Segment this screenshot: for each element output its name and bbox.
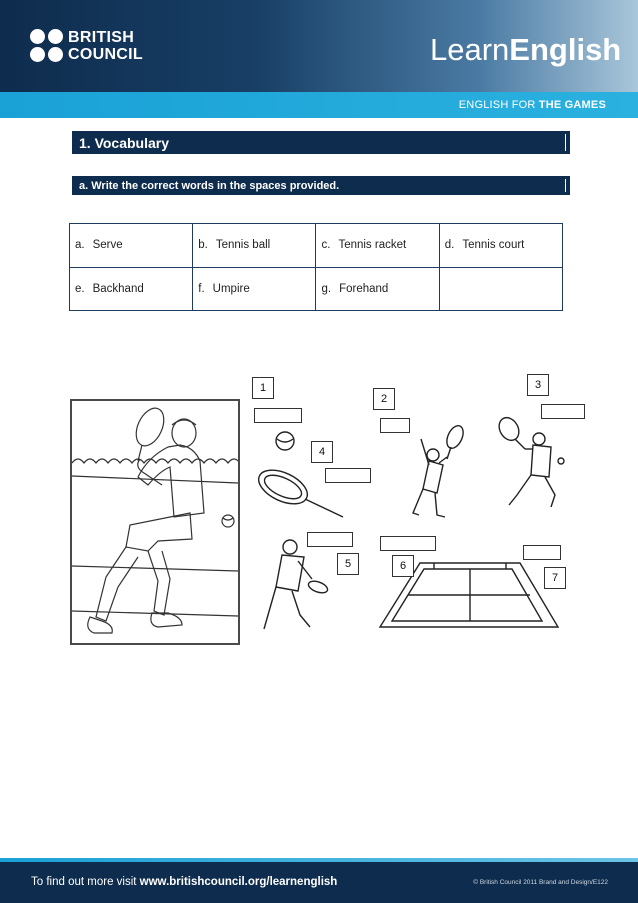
word-cell-empty bbox=[439, 267, 562, 311]
word-cell bbox=[193, 224, 316, 268]
word-letter: b. bbox=[198, 239, 208, 252]
logo-dots-icon bbox=[30, 29, 64, 63]
word-table bbox=[69, 223, 563, 311]
word-text: Umpire bbox=[212, 282, 250, 295]
logo-line-1: BRITISH bbox=[68, 29, 135, 46]
answer-box[interactable] bbox=[541, 404, 585, 419]
section-title bbox=[72, 131, 570, 154]
label-number: 1 bbox=[252, 377, 274, 399]
british-council-logo[interactable] bbox=[30, 29, 160, 65]
word-text: Forehand bbox=[339, 282, 389, 295]
label-number: 4 bbox=[311, 441, 333, 463]
band-prefix: ENGLISH FOR bbox=[458, 99, 539, 111]
word-letter: c. bbox=[321, 239, 331, 252]
instruction-bar bbox=[72, 176, 570, 195]
answer-box[interactable] bbox=[254, 408, 302, 423]
forehand-player-drawing bbox=[495, 415, 575, 515]
backhand-player-drawing bbox=[72, 401, 238, 643]
answer-box[interactable] bbox=[523, 545, 561, 560]
word-letter: e. bbox=[75, 282, 85, 295]
footer-text bbox=[31, 876, 337, 888]
word-text: Serve bbox=[92, 239, 123, 252]
word-letter: g. bbox=[321, 282, 332, 295]
footer-copyright: © British Council 2011 Brand and Design/E122 bbox=[473, 879, 608, 886]
label-number: 7 bbox=[544, 567, 566, 589]
word-cell bbox=[70, 267, 193, 311]
word-text: Tennis court bbox=[462, 239, 525, 252]
word-text: Backhand bbox=[92, 282, 144, 295]
answer-box[interactable] bbox=[325, 468, 371, 483]
word-cell bbox=[316, 224, 439, 268]
word-cell bbox=[70, 224, 193, 268]
instruction-text: a. Write the correct words in the spaces provided. bbox=[79, 180, 340, 192]
word-letter: a. bbox=[75, 239, 85, 252]
answer-box[interactable] bbox=[380, 536, 436, 551]
learn-text: Learn bbox=[430, 32, 510, 67]
word-cell bbox=[193, 267, 316, 311]
word-letter: d. bbox=[444, 239, 455, 252]
page-header bbox=[0, 0, 638, 92]
page-footer bbox=[0, 862, 638, 903]
learnenglish-logo[interactable] bbox=[430, 32, 621, 68]
section-title-text: 1. Vocabulary bbox=[79, 135, 170, 151]
answer-box[interactable] bbox=[380, 418, 410, 433]
word-text: Tennis racket bbox=[338, 239, 407, 252]
band-bold: THE GAMES bbox=[538, 99, 606, 111]
label-number: 6 bbox=[392, 555, 414, 577]
label-number: 2 bbox=[373, 388, 395, 410]
english-text: English bbox=[509, 32, 622, 67]
footer-link[interactable]: www.britishcouncil.org/learnenglish bbox=[139, 876, 338, 888]
band-text bbox=[459, 99, 606, 111]
games-band bbox=[0, 92, 638, 118]
word-letter: f. bbox=[198, 282, 205, 295]
serve-player-drawing bbox=[403, 415, 473, 525]
logo-line-2: COUNCIL bbox=[68, 46, 143, 63]
label-number: 5 bbox=[337, 553, 359, 575]
footer-prefix: To find out more visit bbox=[31, 876, 140, 888]
table-row bbox=[70, 224, 563, 268]
label-number: 3 bbox=[527, 374, 549, 396]
word-text: Tennis ball bbox=[215, 239, 271, 252]
answer-box[interactable] bbox=[307, 532, 353, 547]
tennis-player-illustration bbox=[70, 399, 240, 645]
word-cell bbox=[316, 267, 439, 311]
table-row bbox=[70, 267, 563, 311]
logo-text bbox=[68, 29, 143, 63]
word-cell bbox=[439, 224, 562, 268]
backhand-small-drawing bbox=[258, 537, 338, 639]
